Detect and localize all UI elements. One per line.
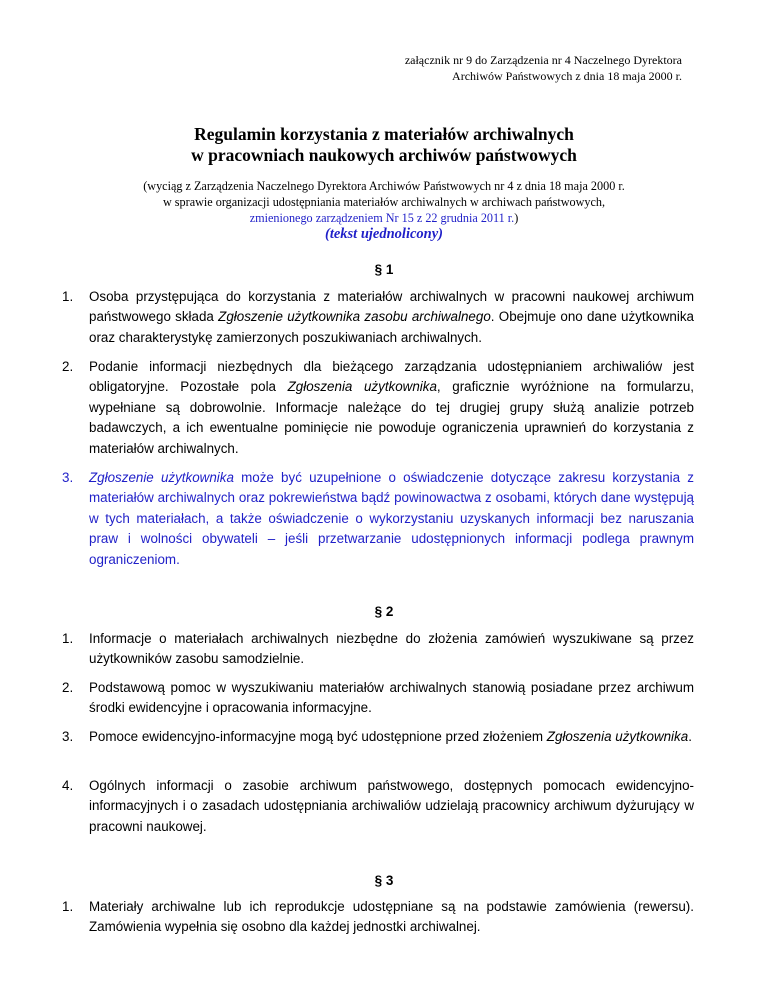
title-line-1: Regulamin korzystania z materiałów archiwalnych bbox=[194, 124, 574, 144]
paragraph-number: 4. bbox=[62, 778, 74, 793]
paragraph-text: może być uzupełnione o oświadczenie dotyczące zakresu korzystania z materiałów archiwalnych oraz pokrewieństwa bądź powinowactwa z osobami, których dane występują w tych materiałach, a także oświadczenie o wykorzystaniu uzyskanych informacji bez naruszania praw i wolności obywateli – jeśli przetwarzanie udostępnionych informacji podlega prawnym ograniczeniom. bbox=[89, 470, 694, 567]
annex-note-line-2: Archiwów Państwowych z dnia 18 maja 2000 r. bbox=[452, 69, 682, 83]
paragraph-text: Pomoce ewidencyjno-informacyjne mogą być udostępnione przed złożeniem bbox=[89, 729, 547, 744]
section-2-paragraph-1 bbox=[62, 629, 694, 670]
page-title bbox=[0, 124, 768, 166]
form-name: Zgłoszenia użytkownika bbox=[287, 379, 437, 395]
section-1-paragraph-1 bbox=[62, 287, 694, 348]
paragraph-text: Materiały archiwalne lub ich reprodukcje udostępniane są na podstawie zamówienia (rewersu). Zamówienia wypełnia się osobno dla każdej jednostki archiwalnej. bbox=[89, 899, 694, 935]
paragraph-text: , graficznie wyróżnione na formularzu, wypełniane są dobrowolnie. Informacje należące do tej drugiej grupy służą analizie potrzeb badawczych, a ich ewentualne pominięcie nie powoduje ograniczenia uprawnień do korzystania z materiałów archiwalnych. bbox=[89, 379, 694, 456]
paragraph-number: 1. bbox=[62, 631, 74, 646]
paragraph-text: Osoba przystępująca do korzystania z materiałów archiwalnych w pracowni naukowej archiwum państwowego składa bbox=[89, 289, 694, 325]
paragraph-number: 1. bbox=[62, 899, 74, 914]
section-3-heading: § 3 bbox=[374, 873, 394, 888]
paragraph-number: 3. bbox=[62, 729, 74, 744]
paragraph-number: 3. bbox=[62, 470, 74, 485]
section-1-heading: § 1 bbox=[374, 262, 394, 277]
paragraph-number: 2. bbox=[62, 680, 74, 695]
annex-note bbox=[352, 52, 682, 84]
paragraph-number: 1. bbox=[62, 289, 74, 304]
excerpt-close: ) bbox=[514, 211, 519, 225]
section-2-paragraph-3 bbox=[62, 727, 694, 747]
paragraph-text: . Obejmuje ono dane użytkownika oraz charakterystykę zamierzonych poszukiwaniach archiwalnych. bbox=[89, 309, 694, 345]
amendment-reference: zmienionego zarządzeniem Nr 15 z 22 grudnia 2011 r. bbox=[249, 211, 515, 225]
title-line-2: w pracowniach naukowych archiwów państwowych bbox=[191, 145, 577, 165]
section-2-paragraph-2 bbox=[62, 678, 694, 719]
consolidated-text-label: (tekst ujednolicony) bbox=[324, 226, 443, 242]
section-1-paragraph-2 bbox=[62, 357, 694, 459]
section-3-paragraph-1 bbox=[62, 897, 694, 938]
paragraph-text: Podstawową pomoc w wyszukiwaniu materiałów archiwalnych stanowią posiadane przez archiwum środki ewidencyjne i opracowania informacyjne. bbox=[89, 680, 694, 716]
paragraph-text: Informacje o materiałach archiwalnych niezbędne do złożenia zamówień wyszukiwane są przez użytkowników zasobu samodzielnie. bbox=[89, 631, 694, 667]
excerpt-note bbox=[60, 178, 708, 226]
section-1-paragraph-3 bbox=[62, 468, 694, 570]
form-name: Zgłoszenia użytkownika bbox=[546, 729, 689, 744]
excerpt-line-2: w sprawie organizacji udostępniania materiałów archiwalnych w archiwach państwowych, bbox=[162, 195, 606, 209]
section-2-paragraph-4 bbox=[62, 776, 694, 837]
paragraph-text: Podanie informacji niezbędnych dla bieżącego zarządzania udostępnianiem archiwaliów jest obligatoryjne. Pozostałe pola bbox=[89, 359, 694, 395]
form-name: Zgłoszenie użytkownika bbox=[89, 470, 234, 485]
excerpt-line-3 bbox=[60, 210, 708, 226]
paragraph-text: Ogólnych informacji o zasobie archiwum państwowego, dostępnych pomocach ewidencyjno-informacyjnych i o zasadach udostępniania archiwaliów udzielają pracownicy archiwum dyżurujący w pracowni naukowej. bbox=[89, 778, 694, 834]
excerpt-line-1: (wyciąg z Zarządzenia Naczelnego Dyrektora Archiwów Państwowych nr 4 z dnia 18 maja 2000 r. bbox=[143, 179, 625, 193]
section-2-heading: § 2 bbox=[374, 604, 394, 619]
paragraph-number: 2. bbox=[62, 359, 74, 374]
form-name: Zgłoszenie użytkownika zasobu archiwalnego bbox=[218, 309, 491, 325]
annex-note-line-1: załącznik nr 9 do Zarządzenia nr 4 Naczelnego Dyrektora bbox=[404, 53, 682, 67]
paragraph-text: . bbox=[688, 729, 692, 744]
